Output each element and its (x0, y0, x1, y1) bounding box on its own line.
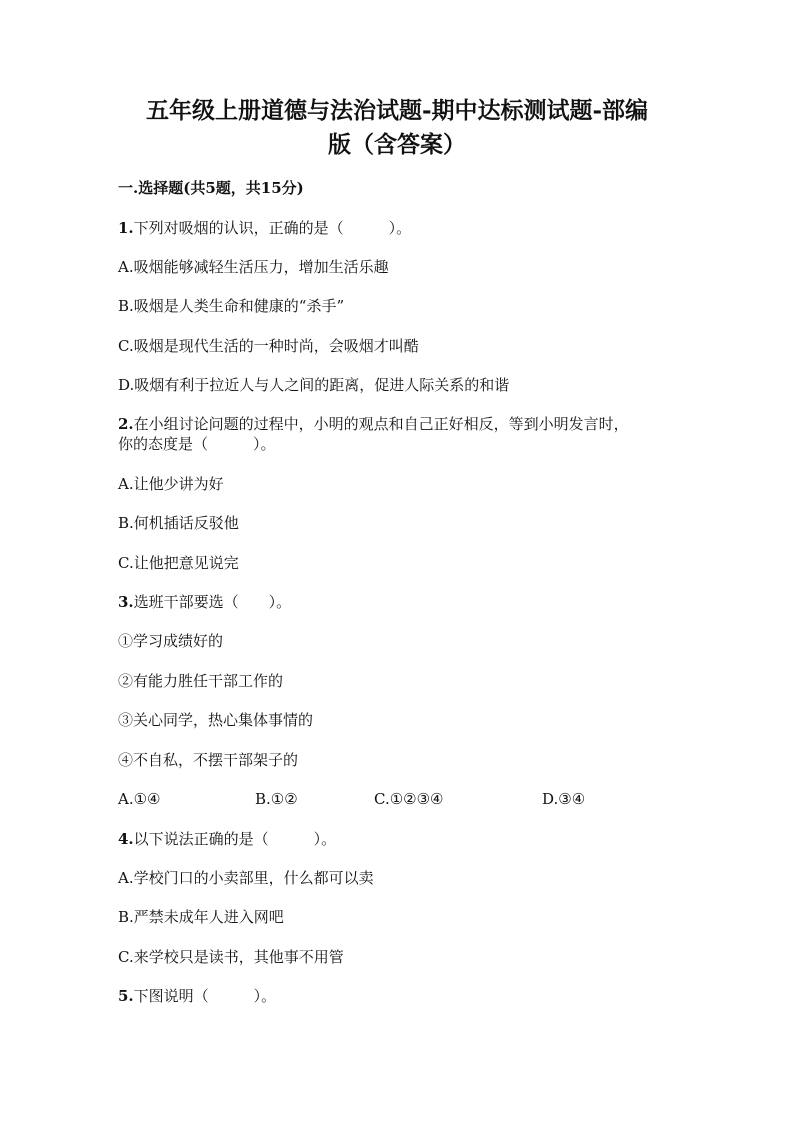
question-3-text: 选班干部要选（ ）。 (133, 593, 292, 611)
question-5-number: 5. (118, 987, 134, 1005)
question-3 (118, 592, 291, 612)
question-2-option-a: A.让他少讲为好 (118, 475, 224, 493)
question-4-option-a: A.学校门口的小卖部里，什么都可以卖 (118, 869, 374, 887)
question-2-number: 2. (118, 415, 134, 433)
question-3-number: 3. (118, 593, 134, 611)
question-1-option-d: D.吸烟有利于拉近人与人之间的距离，促进人际关系的和谐 (118, 376, 510, 394)
question-3-options (118, 789, 678, 809)
section-heading: 一.选择题(共5题，共15分) (118, 179, 304, 197)
question-2-option-b: B.何机插话反驳他 (118, 514, 239, 532)
question-3-item-3: ③关心同学，热心集体事情的 (118, 711, 314, 729)
question-4-number: 4. (118, 830, 134, 848)
question-2-text-line-1: 在小组讨论问题的过程中，小明的观点和自己正好相反，等到小明发言时， (133, 415, 629, 433)
question-2 (118, 414, 629, 434)
question-5 (118, 986, 276, 1006)
question-1-number: 1. (118, 219, 134, 237)
question-3-option-c: C.①②③④ (374, 790, 444, 808)
question-1 (118, 218, 411, 238)
question-1-text: 下列对吸烟的认识，正确的是（ ）。 (133, 219, 412, 237)
question-5-text: 下图说明（ ）。 (133, 987, 277, 1005)
question-1-option-c: C.吸烟是现代生活的一种时尚，会吸烟才叫酷 (118, 337, 419, 355)
title-line-2: 版（含答案） (328, 131, 466, 158)
question-4-text: 以下说法正确的是（ ）。 (133, 830, 337, 848)
question-1-option-b: B.吸烟是人类生命和健康的“杀手” (118, 297, 345, 315)
question-3-option-a: A.①④ (118, 790, 161, 808)
question-4 (118, 829, 336, 849)
question-1-option-a: A.吸烟能够减轻生活压力，增加生活乐趣 (118, 258, 389, 276)
question-2-text-line-2: 你的态度是（ ）。 (118, 435, 276, 453)
question-3-item-2: ②有能力胜任干部工作的 (118, 672, 284, 690)
question-3-option-b: B.①② (255, 790, 298, 808)
title-line-1: 五年级上册道德与法治试题-期中达标测试题-部编 (145, 97, 649, 124)
question-4-option-c: C.来学校只是读书，其他事不用管 (118, 948, 344, 966)
page-title (100, 94, 694, 162)
question-3-item-4: ④不自私，不摆干部架子的 (118, 751, 299, 769)
question-2-option-c: C.让他把意见说完 (118, 554, 239, 572)
question-3-item-1: ①学习成绩好的 (118, 632, 224, 650)
question-3-option-d: D.③④ (542, 790, 586, 808)
question-4-option-b: B.严禁未成年人进入网吧 (118, 908, 284, 926)
